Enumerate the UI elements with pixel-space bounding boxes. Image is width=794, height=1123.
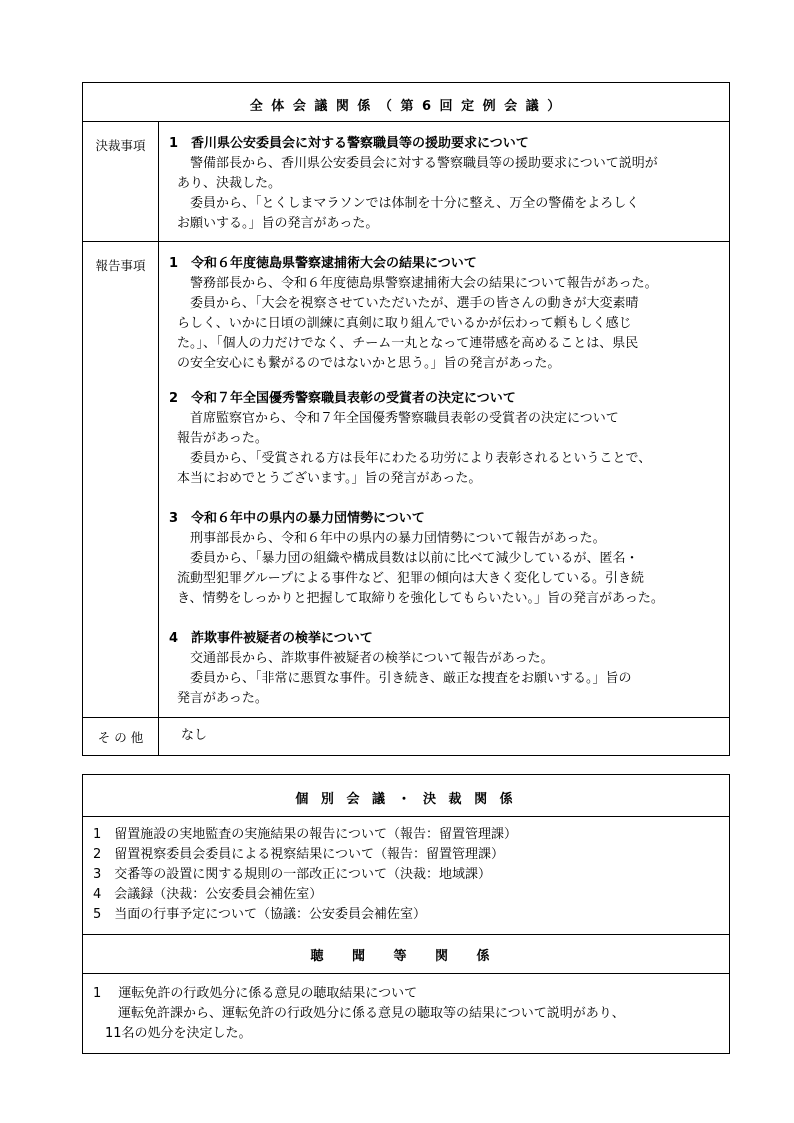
report-items-label: 報告事項 (95, 258, 146, 273)
decision-item-line: あり、決裁した。 (177, 176, 282, 191)
hearing-title-divider (83, 973, 729, 974)
report-item-line: 首席監察官から、令和７年全国優秀警察職員表彰の受賞者の決定について (177, 411, 619, 426)
individual-list-item: 1 留置施設の実地監査の実施結果の報告について（報告：留置管理課） (93, 827, 518, 842)
report-item-line: 委員から、「大会を視察させていただいたが、選手の皆さんの動きが大変素晴 (177, 296, 639, 311)
other-text: なし (181, 728, 208, 743)
hearing-section-divider (83, 934, 729, 935)
report-item-line: 委員から、「受賞される方は長年にわたる功労により表彰されるということで、 (177, 451, 652, 466)
report-item-heading: 2 令和７年全国優秀警察職員表彰の受賞者の決定について (169, 391, 516, 406)
report-item-heading: 4 詐欺事件被疑者の検挙について (169, 631, 373, 646)
report-item-line: 交通部長から、詐欺事件被疑者の検挙について報告があった。 (177, 651, 554, 666)
decision-item-line: 警備部長から、香川県公安委員会に対する警察職員等の援助要求について説明が (177, 156, 658, 171)
report-other-divider (83, 717, 729, 718)
report-item-line: らしく、いかに日頃の訓練に真剣に取り組んでいるかが伝わって頼もしく感じ (177, 316, 632, 331)
report-item-line: き、情勢をしっかりと把握して取締りを強化してもらいたい。」旨の発言があった。 (177, 591, 664, 606)
individual-list-item: 3 交番等の設置に関する規則の一部改正について（決裁：地域課） (93, 867, 492, 882)
report-item-heading: 3 令和６年中の県内の暴力団情勢について (169, 511, 425, 526)
decision-items-label: 決裁事項 (95, 138, 146, 153)
other-label: そ の 他 (97, 730, 144, 745)
hearing-section-title: 聴 聞 等 関 係 (310, 949, 502, 964)
report-item-line: 委員から、「暴力団の組織や構成員数は以前に比べて減少しているが、匿名・ (177, 551, 639, 566)
individual-meetings-section (82, 774, 730, 1054)
decision-report-divider (83, 241, 729, 242)
decision-item-line: お願いする。」旨の発言があった。 (177, 216, 379, 231)
hearing-item-line: 11名の処分を決定した。 (105, 1026, 252, 1041)
report-item-line: 刑事部長から、令和６年中の県内の暴力団情勢について報告があった。 (177, 531, 606, 546)
hearing-item-line: 運転免許課から、運転免許の行政処分に係る意見の聴取等の結果について説明があり、 (105, 1006, 625, 1021)
report-item-line: 警務部長から、令和６年度徳島県警察逮捕術大会の結果について報告があった。 (177, 276, 658, 291)
individual-list-item: 4 会議録（決裁：公安委員会補佐室） (93, 887, 323, 902)
report-item-line: の安全安心にも繋がるのではないかと思う。」旨の発言があった。 (177, 356, 561, 371)
report-item-line: 流動型犯罪グループによる事件など、犯罪の傾向は大きく変化している。引き続 (177, 571, 644, 586)
decision-item-line: 委員から、「とくしまマラソンでは体制を十分に整え、万全の警備をよろしく (177, 196, 640, 211)
individual-list-item: 2 留置視察委員会委員による視察結果について（報告：留置管理課） (93, 847, 505, 862)
individual-title-divider (83, 816, 729, 817)
plenary-meeting-section (82, 82, 730, 756)
plenary-section-title: 全 体 会 議 関 係 （ 第 6 回 定 例 会 議 ） (249, 99, 563, 114)
decision-item-heading: 1 香川県公安委員会に対する警察職員等の援助要求について (169, 136, 529, 151)
report-item-line: 報告があった。 (177, 431, 268, 446)
report-item-line: 委員から、「非常に悪質な事件。引き続き、厳正な捜査をお願いする。」旨の (177, 671, 632, 686)
label-column-divider (158, 121, 159, 755)
report-item-line: 発言があった。 (177, 691, 268, 706)
individual-list-item: 5 当面の行事予定について（協議：公安委員会補佐室） (93, 907, 427, 922)
hearing-item-heading: 1 運転免許の行政処分に係る意見の聴取結果について (93, 986, 418, 1001)
report-item-line: 本当におめでとうございます。」旨の発言があった。 (177, 471, 482, 486)
report-item-heading: 1 令和６年度徳島県警察逮捕術大会の結果について (169, 256, 477, 271)
title-divider (83, 121, 729, 122)
report-item-line: た。」、「個人の力だけでなく、チーム一丸となって連帯感を高めることは、県民 (177, 336, 639, 351)
individual-section-title: 個 別 会 議 ・ 決 裁 関 係 (295, 792, 517, 807)
